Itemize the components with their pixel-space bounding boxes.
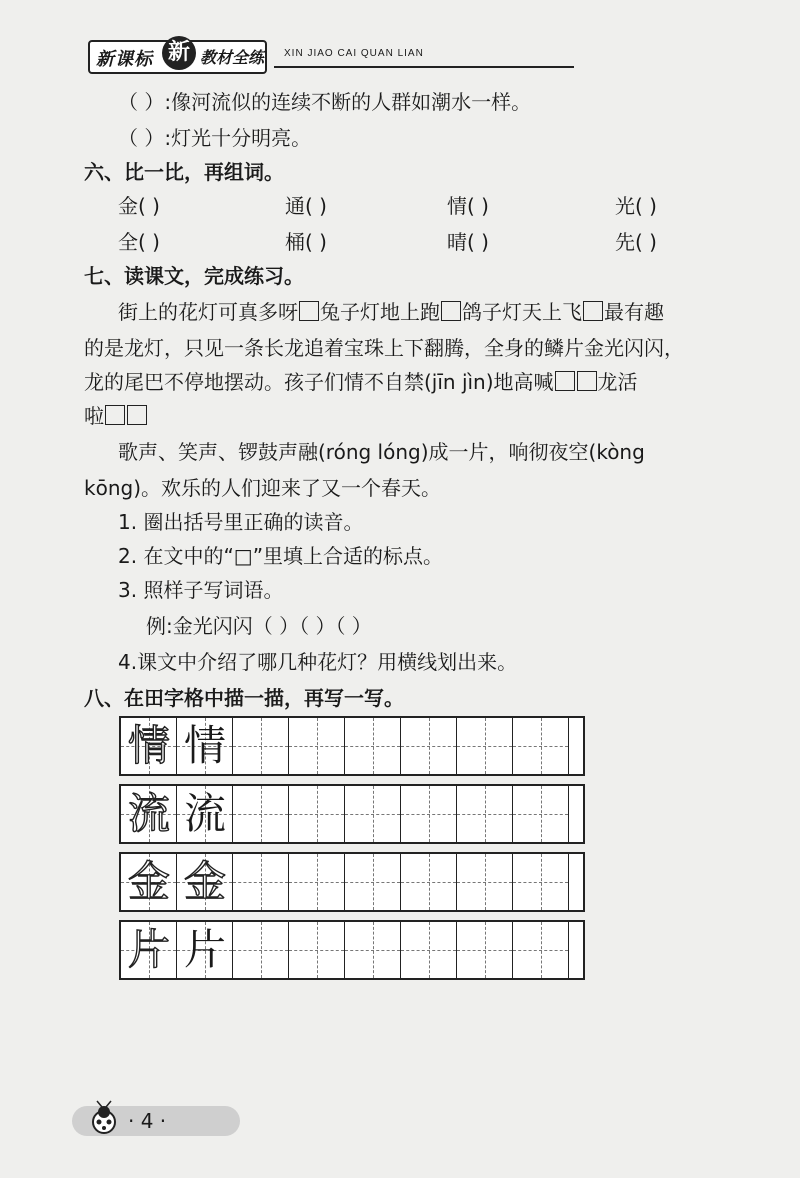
q6-title: 六、比一比，再组词。 (84, 160, 284, 184)
header-pinyin: XIN JIAO CAI QUAN LIAN (284, 48, 424, 59)
q7-text: 龙的尾巴不停地摆动。孩子们情不自禁(jīn jìn)地高喊 (84, 370, 554, 394)
series-logo (88, 40, 267, 74)
write-square[interactable] (233, 854, 289, 910)
write-square[interactable] (457, 786, 513, 842)
write-square[interactable] (345, 786, 401, 842)
write-square[interactable] (457, 922, 513, 978)
trace-char: 情 (127, 721, 170, 770)
q7-p1-line1 (118, 298, 664, 326)
q6-r2-c2: 桶( ) (285, 230, 327, 254)
q7-item-1: 1. 圈出括号里正确的读音。 (118, 510, 364, 534)
punct-box[interactable] (299, 301, 319, 321)
write-square[interactable] (289, 786, 345, 842)
q7-text: 龙活 (597, 370, 638, 394)
page-footer (72, 1100, 242, 1144)
q7-item-4: 4.课文中介绍了哪几种花灯？用横线划出来。 (118, 650, 518, 674)
write-square[interactable] (345, 854, 401, 910)
q6-r1-c1: 金( ) (118, 194, 160, 218)
punct-box[interactable] (583, 301, 603, 321)
ladybug-mascot-icon (86, 1100, 122, 1136)
q6-r1-c4: 光( ) (615, 194, 657, 218)
punct-box[interactable] (127, 405, 147, 425)
write-square[interactable] (401, 922, 457, 978)
write-square[interactable] (289, 854, 345, 910)
tianzige-row-1 (119, 716, 585, 776)
write-square[interactable] (289, 922, 345, 978)
write-square[interactable] (345, 922, 401, 978)
q5-line-1: （ ）:像河流似的连续不断的人群如潮水一样。 (118, 90, 532, 114)
trace-char: 金 (183, 857, 226, 906)
punct-box[interactable] (105, 405, 125, 425)
punct-box[interactable] (577, 371, 597, 391)
q7-text: 最有趣 (604, 300, 664, 324)
q7-item-3: 3. 照样子写词语。 (118, 578, 284, 602)
write-square[interactable] (457, 854, 513, 910)
write-square[interactable] (401, 786, 457, 842)
logo-circle-char: 新 (162, 36, 196, 70)
punct-box[interactable] (441, 301, 461, 321)
write-square[interactable] (289, 718, 345, 774)
trace-char: 金 (127, 857, 170, 906)
write-square[interactable] (513, 718, 569, 774)
q7-text: 啦 (84, 404, 104, 428)
q7-text: 街上的花灯可真多呀 (118, 300, 298, 324)
q6-r2-c1: 全( ) (118, 230, 160, 254)
logo-text-1: 新课标 (96, 49, 153, 70)
model-char: 流 (183, 789, 226, 838)
write-square[interactable] (233, 718, 289, 774)
q7-p1-line3 (84, 368, 638, 396)
model-char: 情 (183, 721, 226, 770)
tianzige-row-2 (119, 784, 585, 844)
logo-text-2: 教材全练 (200, 48, 265, 67)
write-square[interactable] (401, 718, 457, 774)
write-square[interactable] (457, 718, 513, 774)
q8-title: 八、在田字格中描一描，再写一写。 (84, 686, 404, 710)
q7-title: 七、读课文，完成练习。 (84, 264, 304, 288)
write-square[interactable] (233, 922, 289, 978)
page-number: · 4 · (128, 1109, 167, 1133)
q5-line-2: （ ）:灯光十分明亮。 (118, 126, 312, 150)
tianzige-row-4 (119, 920, 585, 980)
q7-text: 鸽子灯天上飞 (462, 300, 582, 324)
model-char: 片 (183, 925, 226, 974)
page-header (88, 34, 488, 78)
q6-r1-c3: 情( ) (447, 194, 489, 218)
q7-p2-line1: 歌声、笑声、锣鼓声融(róng lóng)成一片，响彻夜空(kòng (118, 440, 645, 464)
write-square[interactable] (513, 922, 569, 978)
q6-r2-c3: 晴( ) (447, 230, 489, 254)
write-square[interactable] (345, 718, 401, 774)
q7-text: 兔子灯地上跑 (320, 300, 440, 324)
write-square[interactable] (233, 786, 289, 842)
q7-p1-line4 (84, 402, 148, 430)
q7-item-3-example: 例:金光闪闪（ ）（ ）（ ） (146, 614, 372, 638)
trace-char: 流 (127, 789, 170, 838)
q7-p2-line2: kōng)。欢乐的人们迎来了又一个春天。 (84, 476, 441, 500)
q6-r2-c4: 先( ) (615, 230, 657, 254)
tianzige-row-3 (119, 852, 585, 912)
q7-item-2: 2. 在文中的“□”里填上合适的标点。 (118, 544, 444, 568)
write-square[interactable] (513, 786, 569, 842)
q7-p1-line2: 的是龙灯，只见一条长龙追着宝珠上下翻腾，全身的鳞片金光闪闪， (84, 336, 684, 360)
header-rule (274, 66, 574, 68)
trace-char: 片 (127, 925, 170, 974)
write-square[interactable] (513, 854, 569, 910)
punct-box[interactable] (555, 371, 575, 391)
q6-r1-c2: 通( ) (285, 194, 327, 218)
write-square[interactable] (401, 854, 457, 910)
